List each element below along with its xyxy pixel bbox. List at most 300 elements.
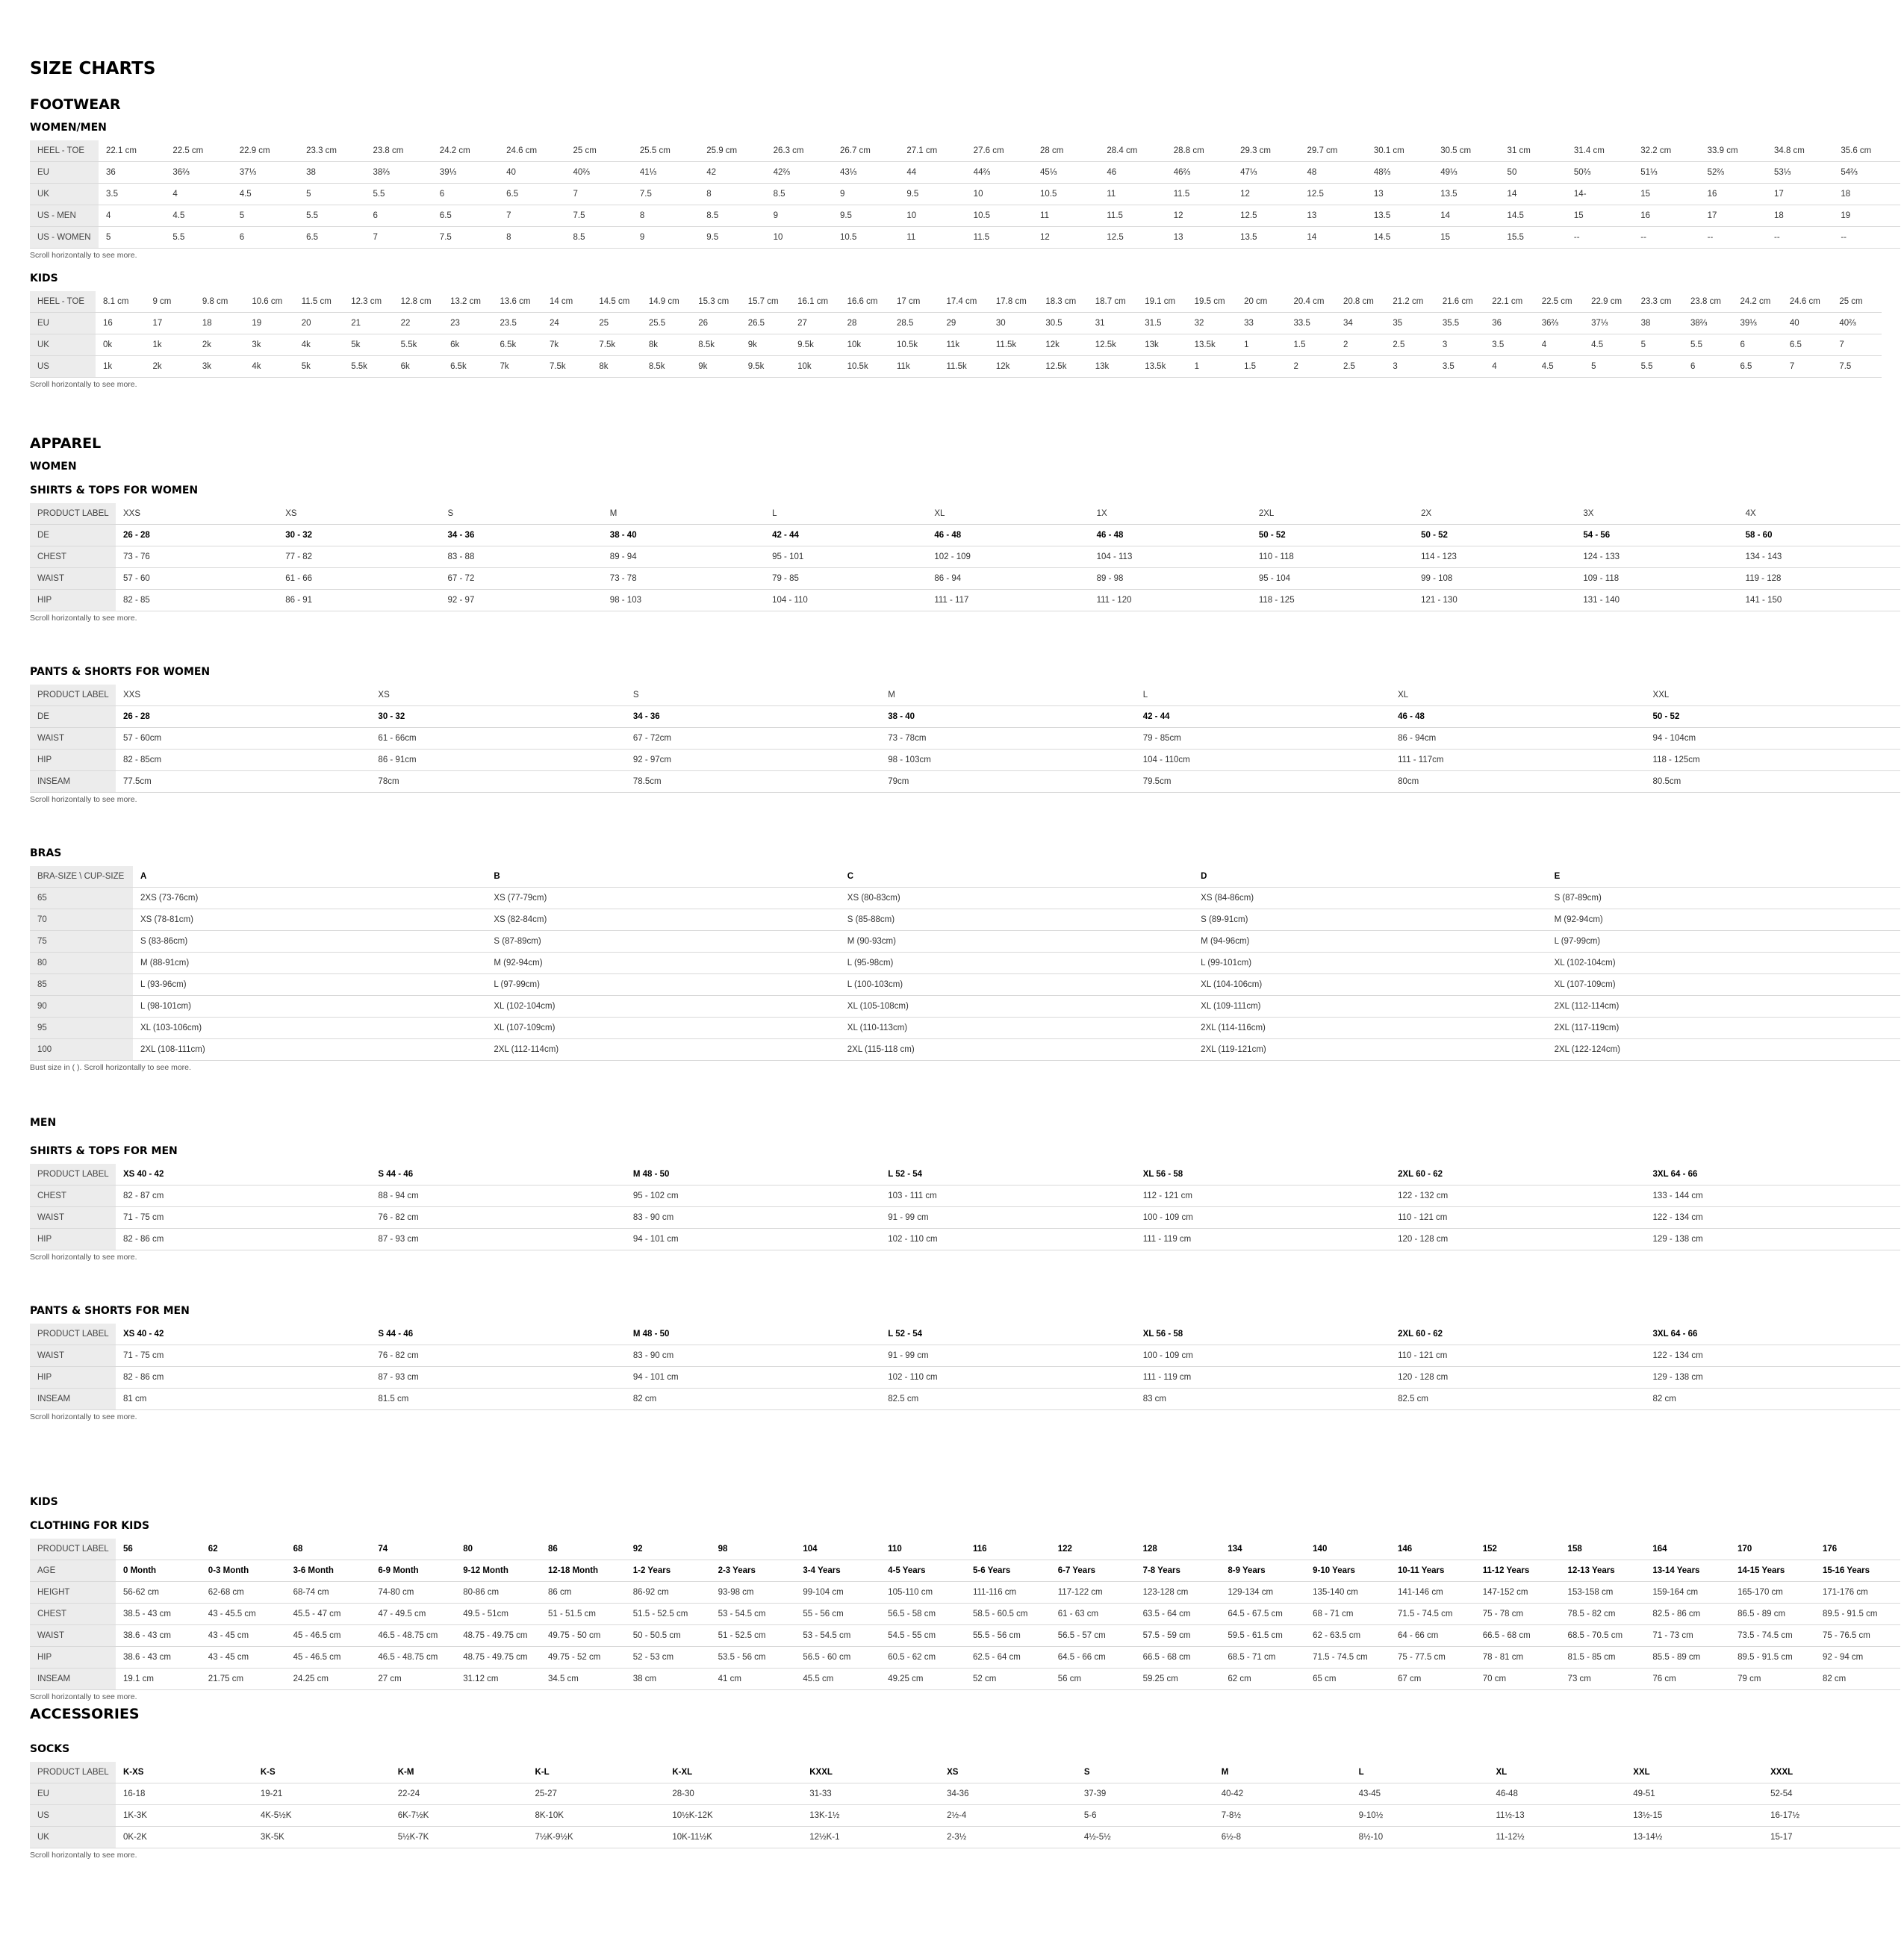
table-row — [30, 706, 1900, 728]
table-cell: 27 cm — [370, 1669, 455, 1690]
row-label: WAIST — [30, 1625, 116, 1647]
table-cell: 79cm — [880, 771, 1135, 793]
table-cell: 2XL (119-121cm) — [1193, 1039, 1546, 1061]
table-cell: 104 — [795, 1539, 880, 1560]
table-cell: 4½-5½ — [1077, 1827, 1214, 1848]
table-cell: 54⅔ — [1833, 162, 1900, 184]
table-cell: 68 - 71 cm — [1305, 1604, 1390, 1625]
table-cell: S — [626, 685, 880, 706]
table-cell: 63.5 - 64 cm — [1136, 1604, 1221, 1625]
table-cell: 68.5 - 70.5 cm — [1561, 1625, 1646, 1647]
table-cell: 6k — [443, 334, 492, 356]
section-title-mpants: PANTS & SHORTS FOR MEN — [30, 1305, 190, 1317]
table-cell: 11k — [889, 356, 939, 378]
table-cell: L (95-98cm) — [840, 953, 1193, 974]
table-cell: 13 — [1366, 184, 1433, 205]
table-cell: 49.25 cm — [880, 1669, 965, 1690]
table-cell: 3.5 — [99, 184, 165, 205]
size-table-grid[interactable] — [30, 503, 1900, 611]
table-cell: 3.5 — [1484, 334, 1534, 356]
table-cell: 15 — [1433, 227, 1499, 249]
table-cell: 31 cm — [1500, 140, 1567, 162]
table-cell: 8k — [641, 334, 691, 356]
table-cell: 12 — [1166, 205, 1233, 227]
table-cell: 46 - 48 — [927, 525, 1089, 546]
table-cell: 83 - 90 cm — [626, 1345, 880, 1367]
table-cell: 120 - 128 cm — [1390, 1229, 1645, 1250]
table-cell: 71 - 75 cm — [116, 1207, 370, 1229]
table-cell: 6K-7½K — [391, 1805, 528, 1827]
table-cell: 62 — [201, 1539, 286, 1560]
table-cell: 68 — [286, 1539, 371, 1560]
table-cell: 22 — [393, 313, 443, 334]
table-cell: 47 - 49.5 cm — [370, 1604, 455, 1625]
table-cell: 11 — [1099, 184, 1166, 205]
table-cell: 23.3 cm — [299, 140, 365, 162]
size-table-mshirts — [30, 1143, 1900, 1265]
table-cell: 2XL — [1251, 503, 1413, 525]
row-label: HEIGHT — [30, 1582, 116, 1604]
table-cell: 43 - 45 cm — [201, 1647, 286, 1669]
table-cell: 12.8 cm — [393, 291, 443, 313]
table-cell: 129 - 138 cm — [1646, 1367, 1900, 1389]
table-cell: 36⅔ — [165, 162, 231, 184]
size-table-grid[interactable] — [30, 1324, 1900, 1410]
table-cell: 12.5 — [1299, 184, 1366, 205]
table-cell: 92 - 97 — [441, 590, 603, 611]
table-cell: XXXL — [1763, 1762, 1900, 1783]
table-cell: 26 - 28 — [116, 706, 370, 728]
table-cell: 25.9 cm — [699, 140, 765, 162]
table-cell: 94 - 101 cm — [626, 1229, 880, 1250]
table-cell: 20.8 cm — [1336, 291, 1385, 313]
row-label: INSEAM — [30, 771, 116, 793]
table-cell: 10 — [899, 205, 965, 227]
table-cell: 1k — [96, 356, 145, 378]
table-cell: 45.5 - 47 cm — [286, 1604, 371, 1625]
table-cell: 11 — [1033, 205, 1099, 227]
table-cell: XXS — [116, 503, 278, 525]
table-cell: 4.5 — [1534, 356, 1584, 378]
table-cell: 64 - 66 cm — [1390, 1625, 1475, 1647]
table-cell: 8.5 — [766, 184, 833, 205]
table-cell: 31-33 — [802, 1783, 939, 1805]
table-cell: 100 - 109 cm — [1136, 1207, 1390, 1229]
table-cell: 26 - 28 — [116, 525, 278, 546]
section-title-ww: WOMEN/MEN — [30, 122, 107, 134]
table-cell: 5 — [1634, 334, 1683, 356]
table-cell: 14 — [1433, 205, 1499, 227]
table-cell: 34 — [1336, 313, 1385, 334]
table-cell: 82 - 87 cm — [116, 1186, 370, 1207]
table-cell: 121 - 130 — [1413, 590, 1575, 611]
table-cell: 50 - 52 — [1646, 706, 1900, 728]
table-row — [30, 1345, 1900, 1367]
table-cell: 3k — [244, 334, 293, 356]
table-cell: 41 cm — [711, 1669, 796, 1690]
table-cell: 18 — [195, 313, 244, 334]
table-row — [30, 205, 1900, 227]
table-cell: 23.3 cm — [1634, 291, 1683, 313]
table-cell: 83 - 88 — [441, 546, 603, 568]
table-cell: 95 - 101 — [765, 546, 927, 568]
table-cell: 6.5 — [499, 184, 565, 205]
table-cell: XS (82-84cm) — [486, 909, 839, 931]
table-row — [30, 1186, 1900, 1207]
table-cell: 18.7 cm — [1088, 291, 1137, 313]
table-cell: 4-5 Years — [880, 1560, 965, 1582]
women-heading: WOMEN — [30, 461, 77, 473]
table-cell: L — [765, 503, 927, 525]
table-cell: 111 - 120 — [1089, 590, 1251, 611]
table-cell: 24.6 cm — [1782, 291, 1832, 313]
table-cell: 53 - 54.5 cm — [711, 1604, 796, 1625]
table-cell: 13-14½ — [1625, 1827, 1763, 1848]
table-cell: S (85-88cm) — [840, 909, 1193, 931]
table-cell: 122 - 134 cm — [1646, 1345, 1900, 1367]
table-cell: 51⅓ — [1633, 162, 1699, 184]
table-cell: 10.5 — [833, 227, 899, 249]
table-row — [30, 1805, 1900, 1827]
table-cell: 26.3 cm — [766, 140, 833, 162]
row-label: UK — [30, 334, 96, 356]
table-cell: 10.5 — [966, 205, 1033, 227]
table-cell: 19 — [244, 313, 293, 334]
table-cell: XL (105-108cm) — [840, 996, 1193, 1018]
table-cell: 104 - 113 — [1089, 546, 1251, 568]
section-title-wpants: PANTS & SHORTS FOR WOMEN — [30, 666, 211, 678]
table-cell: 3k — [195, 356, 244, 378]
table-cell: 2 — [1287, 356, 1336, 378]
table-row — [30, 140, 1900, 162]
table-cell: 0K-2K — [116, 1827, 253, 1848]
table-cell: 11 — [899, 227, 965, 249]
table-cell: 33 — [1236, 313, 1286, 334]
table-cell: 83 cm — [1136, 1389, 1390, 1410]
table-cell: 11.5k — [989, 334, 1038, 356]
table-cell: 22.1 cm — [1484, 291, 1534, 313]
table-cell: 10K-11½K — [665, 1827, 802, 1848]
table-cell: 123-128 cm — [1136, 1582, 1221, 1604]
table-cell: 14 — [1500, 184, 1567, 205]
table-cell: 22.5 cm — [1534, 291, 1584, 313]
table-cell: 165-170 cm — [1730, 1582, 1815, 1604]
table-row — [30, 909, 1900, 931]
table-cell: 29.7 cm — [1299, 140, 1366, 162]
table-cell: 23.5 — [493, 313, 542, 334]
table-cell: 109 - 118 — [1575, 568, 1737, 590]
table-cell: 17.8 cm — [989, 291, 1038, 313]
table-cell: 57 - 60cm — [116, 728, 370, 750]
table-cell: 7½K-9½K — [528, 1827, 665, 1848]
table-cell: 41⅓ — [632, 162, 699, 184]
table-cell: 76 cm — [1645, 1669, 1730, 1690]
table-cell: 122 — [1051, 1539, 1136, 1560]
table-cell: 1k — [145, 334, 194, 356]
table-cell: 9.8 cm — [195, 291, 244, 313]
table-cell: 16.6 cm — [840, 291, 889, 313]
table-cell: 33.5 — [1287, 313, 1336, 334]
section-title-kclothing: CLOTHING FOR KIDS — [30, 1520, 150, 1532]
table-row — [30, 1582, 1900, 1604]
size-table-grid[interactable] — [30, 1164, 1900, 1250]
table-cell: 24.2 cm — [1732, 291, 1782, 313]
table-cell: 38 — [299, 162, 365, 184]
table-cell: 40-42 — [1214, 1783, 1351, 1805]
table-cell: 25 cm — [1832, 291, 1882, 313]
table-cell: 10.5k — [840, 356, 889, 378]
table-cell: 6-9 Month — [370, 1560, 455, 1582]
table-cell: 14- — [1567, 184, 1633, 205]
table-cell: 82 - 86 cm — [116, 1229, 370, 1250]
table-cell: 128 — [1136, 1539, 1221, 1560]
row-label: US — [30, 1805, 116, 1827]
accessories-heading: ACCESSORIES — [30, 1706, 140, 1722]
table-row — [30, 568, 1900, 590]
table-cell: L (99-101cm) — [1193, 953, 1546, 974]
table-cell: 62 cm — [1220, 1669, 1305, 1690]
table-cell: 25 cm — [566, 140, 632, 162]
table-cell: 6-7 Years — [1051, 1560, 1136, 1582]
table-cell: 33.9 cm — [1700, 140, 1767, 162]
table-cell: L 52 - 54 — [880, 1164, 1135, 1186]
table-cell: 21 — [343, 313, 393, 334]
table-cell: 18 — [1833, 184, 1900, 205]
scroll-hint: Scroll horizontally to see more. — [30, 614, 137, 623]
table-cell: 71.5 - 74.5 cm — [1305, 1647, 1390, 1669]
table-cell: 28-30 — [665, 1783, 802, 1805]
row-label: 100 — [30, 1039, 133, 1061]
row-label: HEEL - TOE — [30, 291, 96, 313]
table-cell: M — [880, 685, 1135, 706]
table-cell: 104 - 110cm — [1136, 750, 1390, 771]
table-cell: 60.5 - 62 cm — [880, 1647, 965, 1669]
table-cell: S (83-86cm) — [133, 931, 486, 953]
table-cell: 147-152 cm — [1475, 1582, 1561, 1604]
table-cell: 10 — [766, 227, 833, 249]
row-label: WAIST — [30, 568, 116, 590]
table-cell: 25-27 — [528, 1783, 665, 1805]
table-cell: 4.5 — [1584, 334, 1633, 356]
table-cell: 71 - 73 cm — [1645, 1625, 1730, 1647]
table-cell: 12.5k — [1088, 334, 1137, 356]
table-cell: L (97-99cm) — [1547, 931, 1900, 953]
table-cell: 81 cm — [116, 1389, 370, 1410]
table-cell: 82 - 85cm — [116, 750, 370, 771]
table-cell: 24.2 cm — [432, 140, 499, 162]
scroll-hint: Bust size in ( ). Scroll horizontally to see more. — [30, 1063, 191, 1072]
table-row — [30, 931, 1900, 953]
table-cell: 78 - 81 cm — [1475, 1647, 1561, 1669]
row-label: 70 — [30, 909, 133, 931]
size-table-grid[interactable] — [30, 291, 1882, 378]
row-label: HIP — [30, 590, 116, 611]
table-cell: XL — [1488, 1762, 1625, 1783]
table-cell: 13½-15 — [1625, 1805, 1763, 1827]
table-cell: 56.5 - 60 cm — [795, 1647, 880, 1669]
table-cell: 6.5k — [443, 356, 492, 378]
table-cell: 82 cm — [1646, 1389, 1900, 1410]
table-cell: 76 - 82 cm — [370, 1345, 625, 1367]
table-cell: 21.2 cm — [1385, 291, 1434, 313]
table-row — [30, 888, 1900, 909]
table-cell: 12 — [1033, 227, 1099, 249]
men-heading: MEN — [30, 1117, 57, 1129]
size-table-grid[interactable] — [30, 866, 1900, 1061]
table-cell: 99-104 cm — [795, 1582, 880, 1604]
table-row — [30, 1018, 1900, 1039]
table-row — [30, 313, 1882, 334]
table-cell: 30 - 32 — [278, 525, 440, 546]
table-cell: XS 40 - 42 — [116, 1324, 370, 1345]
table-cell: 5 — [232, 205, 299, 227]
table-cell: 6 — [365, 205, 432, 227]
table-cell: 40⅔ — [566, 162, 632, 184]
table-cell: M — [603, 503, 765, 525]
table-cell: M 48 - 50 — [626, 1324, 880, 1345]
table-cell: 17 — [145, 313, 194, 334]
table-cell: S 44 - 46 — [370, 1164, 625, 1186]
table-cell: 61 - 66cm — [370, 728, 625, 750]
table-cell: 73 - 78cm — [880, 728, 1135, 750]
table-cell: 7 — [365, 227, 432, 249]
table-cell: 0-3 Month — [201, 1560, 286, 1582]
table-cell: 7 — [1832, 334, 1882, 356]
table-cell: 8.5k — [691, 334, 740, 356]
table-cell: 87 - 93 cm — [370, 1229, 625, 1250]
table-cell: 3 — [1435, 334, 1484, 356]
table-cell: 0 Month — [116, 1560, 201, 1582]
table-cell: 10.6 cm — [244, 291, 293, 313]
table-cell: 105-110 cm — [880, 1582, 965, 1604]
row-label: DE — [30, 525, 116, 546]
table-cell: 83 - 90 cm — [626, 1207, 880, 1229]
row-label: 85 — [30, 974, 133, 996]
table-cell: 134 - 143 — [1738, 546, 1900, 568]
table-cell: 56 — [116, 1539, 201, 1560]
table-cell: 5.5 — [165, 227, 231, 249]
table-cell: 67 - 72 — [441, 568, 603, 590]
table-cell: 46 — [1099, 162, 1166, 184]
table-cell: 94 - 104cm — [1646, 728, 1900, 750]
table-cell: 6.5 — [1782, 334, 1832, 356]
table-cell: 2XL 60 - 62 — [1390, 1164, 1645, 1186]
table-cell: 2XL (108-111cm) — [133, 1039, 486, 1061]
table-cell: 30.5 cm — [1433, 140, 1499, 162]
table-cell: 5k — [294, 356, 343, 378]
size-table-grid[interactable] — [30, 1539, 1900, 1690]
section-title-mshirts: SHIRTS & TOPS FOR MEN — [30, 1145, 178, 1157]
table-cell: 39⅓ — [432, 162, 499, 184]
table-cell: 134 — [1220, 1539, 1305, 1560]
table-cell: 95 - 104 — [1251, 568, 1413, 590]
table-cell: 42 - 44 — [1136, 706, 1390, 728]
table-cell: 56.5 - 57 cm — [1051, 1625, 1136, 1647]
table-cell: 28 — [840, 313, 889, 334]
table-cell: 16-18 — [116, 1783, 253, 1805]
table-cell: 1 — [1236, 334, 1286, 356]
table-cell: 13-14 Years — [1645, 1560, 1730, 1582]
table-cell: XS — [278, 503, 440, 525]
table-cell: L — [1136, 685, 1390, 706]
table-cell: 23 — [443, 313, 492, 334]
table-cell: 10 — [966, 184, 1033, 205]
row-label: US - WOMEN — [30, 227, 99, 249]
table-cell: 6 — [232, 227, 299, 249]
table-cell: 133 - 144 cm — [1646, 1186, 1900, 1207]
table-cell: 12.5k — [1038, 356, 1087, 378]
table-cell: 38 cm — [626, 1669, 711, 1690]
table-row — [30, 546, 1900, 568]
table-cell: 78.5 - 82 cm — [1561, 1604, 1646, 1625]
section-title-bras: BRAS — [30, 847, 62, 859]
table-cell: 176 — [1815, 1539, 1900, 1560]
table-cell: 7 — [1782, 356, 1832, 378]
table-cell: M (90-93cm) — [840, 931, 1193, 953]
size-table-bras — [30, 845, 1900, 1076]
table-cell: 28.5 — [889, 313, 939, 334]
table-cell: M (92-94cm) — [1547, 909, 1900, 931]
table-cell: 77 - 82 — [278, 546, 440, 568]
row-label: INSEAM — [30, 1389, 116, 1410]
row-label: 95 — [30, 1018, 133, 1039]
table-cell: L (97-99cm) — [486, 974, 839, 996]
table-cell: 7.5k — [591, 334, 641, 356]
table-cell: 38.6 - 43 cm — [116, 1647, 201, 1669]
table-cell: 51 - 52.5 cm — [711, 1625, 796, 1647]
table-cell: 146 — [1390, 1539, 1475, 1560]
table-row — [30, 1324, 1900, 1345]
scroll-hint: Scroll horizontally to see more. — [30, 1412, 137, 1421]
size-table-grid[interactable] — [30, 1762, 1900, 1848]
table-cell: XL (109-111cm) — [1193, 996, 1546, 1018]
size-table-grid[interactable] — [30, 685, 1900, 793]
table-row — [30, 750, 1900, 771]
table-cell: 27.1 cm — [899, 140, 965, 162]
table-cell: 28.4 cm — [1099, 140, 1166, 162]
table-cell: 79 - 85cm — [1136, 728, 1390, 750]
table-cell: 13.5 — [1433, 184, 1499, 205]
table-cell: 8k — [591, 356, 641, 378]
table-cell: 42⅔ — [766, 162, 833, 184]
scroll-hint: Scroll horizontally to see more. — [30, 795, 137, 804]
table-cell: K-S — [253, 1762, 391, 1783]
table-cell: 76 - 82 cm — [370, 1207, 625, 1229]
table-cell: 24.6 cm — [499, 140, 565, 162]
table-cell: 24.25 cm — [286, 1669, 371, 1690]
table-cell: 91 - 99 cm — [880, 1207, 1135, 1229]
table-cell: 8K-10K — [528, 1805, 665, 1827]
table-cell: 10-11 Years — [1390, 1560, 1475, 1582]
table-cell: 122 - 134 cm — [1646, 1207, 1900, 1229]
table-cell: L (100-103cm) — [840, 974, 1193, 996]
table-row — [30, 1669, 1900, 1690]
table-cell: 2XL 60 - 62 — [1390, 1324, 1645, 1345]
table-cell: XXL — [1625, 1762, 1763, 1783]
size-table-grid[interactable] — [30, 140, 1900, 249]
table-cell: 46 - 48 — [1089, 525, 1251, 546]
table-cell: 30 - 32 — [370, 706, 625, 728]
table-cell: B — [486, 866, 839, 888]
section-title-wshirts: SHIRTS & TOPS FOR WOMEN — [30, 485, 199, 496]
table-cell: -- — [1700, 227, 1767, 249]
table-cell: 22-24 — [391, 1783, 528, 1805]
table-cell: 48⅔ — [1366, 162, 1433, 184]
table-row — [30, 685, 1900, 706]
table-row — [30, 1762, 1900, 1783]
table-cell: 110 — [880, 1539, 965, 1560]
table-cell: 40⅔ — [1832, 313, 1882, 334]
